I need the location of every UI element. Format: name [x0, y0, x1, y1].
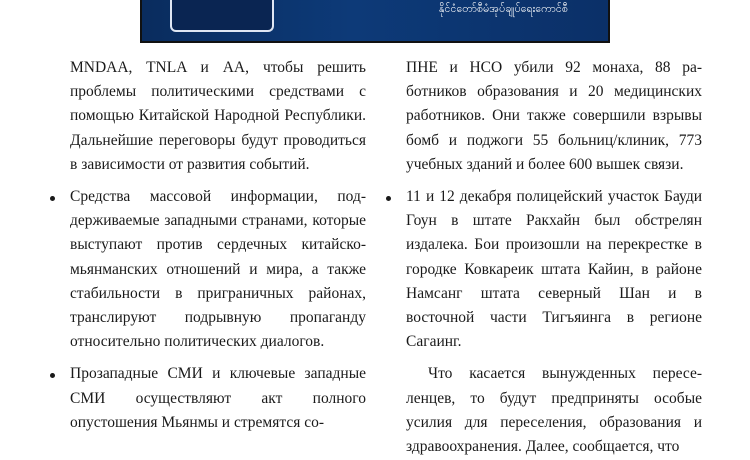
right-column [384, 56, 702, 459]
right-bullet-item: 11 и 12 декабря полицейский участок Бауди Гоун в штате Ракхайн был обстрелян издалека. Бои произошли на перекрестке в городке Ковкареик штата Кайин, в районе Намсанг штата северный Шан и в восточной части Тигъяинга в регионе Сагаинг. [384, 185, 702, 354]
header-banner [140, 0, 610, 43]
left-bullet-item: Прозападные СМИ и ключевые западные СМИ осуществляют акт полного опустошения Мьянмы и стремятся со- [48, 362, 366, 435]
right-paragraph-body: Что касается вынужденных переселенцев, то будут предприняты особые усилия для переселения, образования и здравоохранения. Далее, сообщается, что [406, 365, 702, 456]
banner-logo-frame [170, 0, 274, 32]
right-paragraph: ПНЕ и НСО убили 92 монаха, 88 работников образования и 20 медицинских работников. Они также совершили взрывы бомб и поджоги 55 больниц/клиник, 773 учебных зданий и более 600 вышек связи. [406, 59, 702, 173]
left-bullet-item: Средства массовой информации, поддерживаемые западными странами, которые выступают против сердечных китайско-мьянманских отношений и мира, а также стабильности в приграничных районах, транслируют подрывную пропаганду относительно политических диалогов. [48, 185, 366, 354]
left-paragraph: MNDAA, TNLA и AA, чтобы решить проблемы политическими средствами с помощью Китайской Народной Республики. Дальнейшие переговоры будут проводиться в зависимости от развития событий. [70, 59, 366, 173]
banner-caption: နိုင်ငံတော်စီမံအုပ်ချုပ်ရေးကောင်စီ [438, 3, 568, 15]
left-column [48, 56, 366, 435]
